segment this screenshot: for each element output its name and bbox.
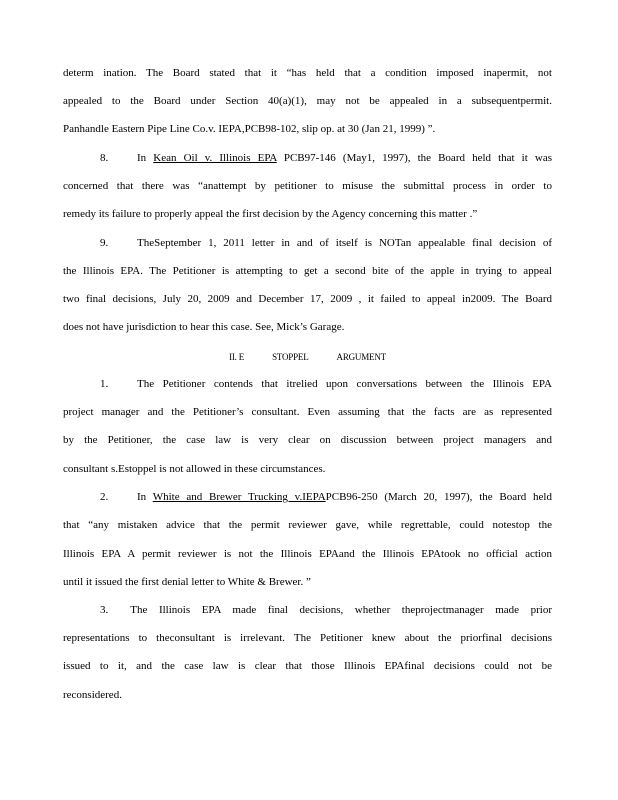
case-citation: White and Brewer Trucking v.IEPA: [152, 491, 326, 503]
text-run: In: [137, 152, 154, 164]
text-line: reconsidered.: [63, 689, 122, 701]
paragraph-8-first-line: [63, 151, 552, 165]
paragraph-9-first-line: [63, 236, 552, 250]
text-line: does not have jurisdiction to hear this case. See, Mick’s Garage.: [63, 321, 345, 333]
text-line: by the Petitioner, the case law is very clear on discussion between project managers and: [63, 434, 552, 446]
heading-part: STOPPEL: [272, 352, 309, 362]
text-run: he Illinois EPA made final decisions, whether theprojectmanager made prior: [137, 604, 552, 616]
heading-part: II. E: [229, 352, 245, 362]
text-line: two final decisions, July 20, 2009 and December 17, 2009 , it failed to appeal in2009. The Board: [63, 293, 552, 305]
section-heading: [63, 350, 552, 364]
case-citation: Kean Oil v. Illinois EPA: [153, 152, 277, 164]
text-run: PCB96-250 (March 20, 1997), the Board held: [325, 491, 552, 503]
text-line: Illinois EPA A permit reviewer is not the Illinois EPAand the Illinois EPAtook no official action: [63, 548, 552, 560]
text-line: concerned that there was “anattempt by petitioner to misuse the submittal process in order to: [63, 180, 552, 192]
text-line: remedy its failure to properly appeal the first decision by the Agency concerning this matter .”: [63, 208, 478, 220]
text-line: until it issued the first denial letter to White & Brewer. ”: [63, 576, 311, 588]
text-line: appealed to the Board under Section 40(a)(1), may not be appealed in a subsequentpermit.: [63, 95, 552, 107]
paragraph-number: 3. T: [100, 604, 137, 616]
text-line: consultant s.Estoppel is not allowed in these circumstances.: [63, 463, 326, 475]
text-line: the Illinois EPA. The Petitioner is attempting to get a second bite of the apple in trying to appeal: [63, 265, 552, 277]
heading-part: ARGUMENT: [336, 352, 386, 362]
paragraph-number: 8.: [100, 152, 109, 164]
paragraph-3-first-line: [63, 603, 552, 617]
text-line: Panhandle Eastern Pipe Line Co.v. IEPA,PCB98-102, slip op. at 30 (Jan 21, 1999) ”.: [63, 123, 436, 135]
paragraph-number: 9.: [100, 237, 109, 249]
paragraph-number: 2.: [100, 491, 109, 503]
paragraph-number: 1.: [100, 378, 109, 390]
text-line: that “any mistaken advice that the permit reviewer gave, while regrettable, could notestop the: [63, 519, 552, 531]
text-line: representations to theconsultant is irrelevant. The Petitioner knew about the priorfinal decisions: [63, 632, 552, 644]
text-line: issued to it, and the case law is clear that those Illinois EPAfinal decisions could not be: [63, 660, 552, 672]
text-run: PCB97-146 (May1, 1997), the Board held that it was: [276, 152, 552, 164]
paragraph-1-first-line: [63, 377, 552, 391]
text-run: In: [137, 491, 153, 503]
text-run: The Petitioner contends that itrelied upon conversations between the Illinois EPA: [137, 378, 552, 390]
text-line: project manager and the Petitioner’s consultant. Even assuming that the facts are as represented: [63, 406, 552, 418]
paragraph-2-first-line: [63, 490, 552, 504]
text-line: determ ination. The Board stated that it “has held that a condition imposed inapermit, not: [63, 67, 552, 79]
text-run: TheSeptember 1, 2011 letter in and of itself is NOTan appealable final decision of: [137, 237, 552, 249]
